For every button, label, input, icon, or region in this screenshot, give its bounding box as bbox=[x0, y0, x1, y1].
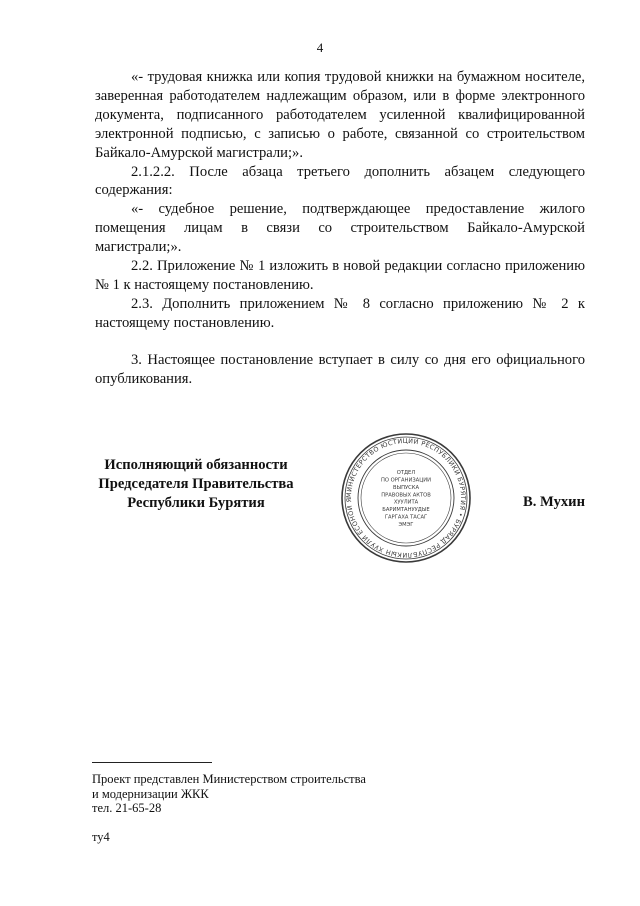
seal-center-line: ОТДЕЛ bbox=[396, 470, 416, 477]
signer-name: В. Мухин bbox=[522, 494, 585, 510]
seal-center-line: ПРАВОВЫХ АКТОВ bbox=[381, 492, 431, 499]
footnote-divider bbox=[92, 762, 212, 763]
paragraph-labor-book: «- трудовая книжка или копия трудовой книжки на бумажном носителе, заверенная работодателем надлежащим образом, или в форме электронного документа, подписанного работодателем усиленной квалифицированной электронной подписью, с записью о работе, связанной со строительством Байкало-Амурской магистрали;». bbox=[95, 69, 585, 161]
signature-title-line2: Председателя Правительства bbox=[98, 476, 294, 492]
footnote-line2: и модернизации ЖКК bbox=[92, 786, 209, 801]
footnote-phone: тел. 21-65-28 bbox=[92, 801, 162, 815]
signature-title-line3: Республики Бурятия bbox=[127, 495, 265, 511]
seal-center-line: ХУУЛИТА bbox=[393, 499, 419, 506]
paragraph-2-2: 2.2. Приложение № 1 изложить в новой редакции согласно приложению № 1 к настоящему постановлению. bbox=[95, 258, 585, 293]
seal-center-line: ПО ОРГАНИЗАЦИИ bbox=[380, 477, 432, 484]
paragraph-court-decision: «- судебное решение, подтверждающее предоставление жилого помещения лицам в связи со строительством Байкало-Амурской магистрали;». bbox=[95, 201, 585, 256]
seal-center-line: ГАРГАХА ТАСАГ bbox=[384, 514, 428, 521]
paragraph-3-effective: 3. Настоящее постановление вступает в силу со дня его официального опубликования. bbox=[95, 351, 585, 387]
signature-block bbox=[80, 456, 312, 513]
seal-graphic bbox=[340, 432, 472, 564]
official-seal-stamp bbox=[340, 432, 472, 564]
footnote-line1: Проект представлен Министерством строительства bbox=[92, 772, 366, 786]
footnote-block bbox=[92, 772, 366, 844]
page-number: 4 bbox=[316, 40, 324, 55]
document-body bbox=[95, 68, 585, 389]
paragraph-2-3: 2.3. Дополнить приложением № 8 согласно приложению № 2 к настоящему постановлению. bbox=[95, 295, 585, 331]
footnote-code: ту4 bbox=[92, 829, 110, 844]
seal-center-line: ЭМЭГ bbox=[398, 521, 414, 528]
seal-ring-text: МИНИСТЕРСТВО ЮСТИЦИИ РЕСПУБЛИКИ БУРЯТИЯ • БУРЯАД РЕСПУБЛИКЫН ХУУЛИ ЁСОНОЙ Я bbox=[344, 436, 468, 560]
seal-center-line: ВЫПУСКА bbox=[392, 484, 420, 491]
seal-center-line: БАРИМТАНУУДЫЕ bbox=[382, 507, 430, 514]
signature-title-line1: Исполняющий обязанности bbox=[104, 457, 288, 473]
paragraph-2-1-2-2: 2.1.2.2. После абзаца третьего дополнить абзацем следующего содержания: bbox=[95, 163, 585, 199]
